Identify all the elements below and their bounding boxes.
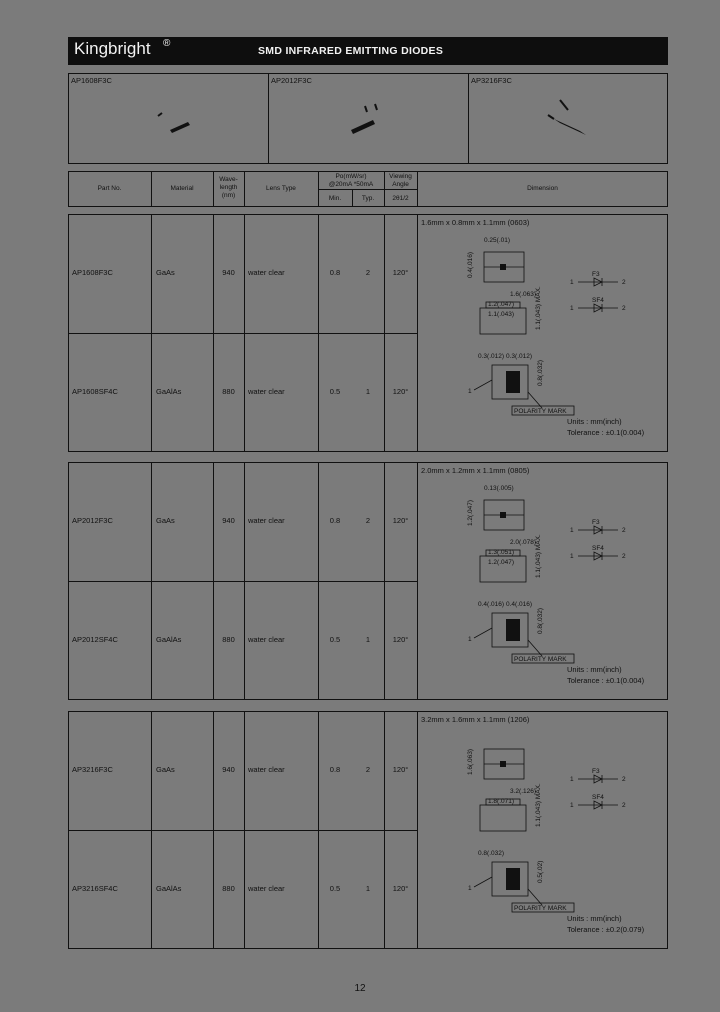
cell-min: 0.8 xyxy=(329,765,341,774)
diode-sf4-pin2: 2 xyxy=(622,553,626,560)
header-po-1: Po(mW/sr) xyxy=(335,173,367,180)
cell-wavelength: 940 xyxy=(222,516,235,525)
diode-f3-pin1: 1 xyxy=(570,279,574,286)
diode-sf4-pin1: 1 xyxy=(570,553,574,560)
cell-lens: water clear xyxy=(248,635,285,644)
polarity-label: POLARITY MARK xyxy=(514,408,567,415)
cell-min: 0.5 xyxy=(329,635,341,644)
polarity-label: POLARITY MARK xyxy=(514,656,567,663)
header-wavelength-2: length xyxy=(219,184,238,191)
pin-1-label: 1 xyxy=(468,388,472,395)
dim-height: 1.1(.043) MAX. xyxy=(535,783,542,827)
cell-min: 0.8 xyxy=(329,516,341,525)
header-viewing-1: Viewing xyxy=(389,173,412,180)
cell-part: AP1608SF4C xyxy=(72,387,118,396)
diode-f3-label: F3 xyxy=(592,271,600,278)
cell-angle: 120° xyxy=(392,635,409,644)
tolerance-note: Tolerance : ±0.2(0.079) xyxy=(567,925,645,934)
cell-angle: 120° xyxy=(392,884,409,893)
dim-height: 1.1(.043) MAX. xyxy=(535,534,542,578)
cell-typ: 2 xyxy=(365,268,371,277)
package-image-1 xyxy=(150,110,200,135)
header-material: Material xyxy=(170,185,194,192)
diode-f3-pin2: 2 xyxy=(622,527,626,534)
cell-material: GaAs xyxy=(156,765,175,774)
cell-material: GaAlAs xyxy=(156,387,182,396)
cell-min: 0.5 xyxy=(329,387,341,396)
dim-mid-length-2: 1.2(.047) xyxy=(488,559,515,566)
header-wavelength-1: Wave- xyxy=(219,176,238,183)
cell-min: 0.8 xyxy=(329,268,341,277)
tolerance-note: Tolerance : ±0.1(0.004) xyxy=(567,428,645,437)
dim-mid-length-2: 1.1(.043) xyxy=(488,311,515,318)
dim-pad-h: 0.5(.02) xyxy=(537,860,544,883)
cell-typ: 1 xyxy=(365,884,371,893)
diode-sf4-pin1: 1 xyxy=(570,802,574,809)
dim-pad-h: 0.8(.032) xyxy=(537,607,544,634)
dim-top-length: 1.6(.063) xyxy=(510,291,537,298)
page-number: 12 xyxy=(354,983,366,994)
package-image-2 xyxy=(345,100,395,140)
diode-sf4-pin2: 2 xyxy=(622,305,626,312)
diode-f3-pin1: 1 xyxy=(570,527,574,534)
cell-typ: 2 xyxy=(365,765,371,774)
pin-1-label: 1 xyxy=(468,885,472,892)
dim-height: 1.1(.043) MAX. xyxy=(535,286,542,330)
polarity-label: POLARITY MARK xyxy=(514,905,567,912)
cell-part: AP2012SF4C xyxy=(72,635,118,644)
cell-typ: 2 xyxy=(365,516,371,525)
diode-sf4-pin2: 2 xyxy=(622,802,626,809)
header-typ: Typ. xyxy=(361,195,375,202)
dim-pad-a: 0.4(.016) xyxy=(478,601,505,608)
dim-top-length: 2.0(.078) xyxy=(510,539,537,546)
cell-material: GaAlAs xyxy=(156,635,182,644)
dim-top-length: 3.2(.126) xyxy=(510,788,537,795)
dim-pad-a: 0.8(.032) xyxy=(478,850,505,857)
cell-lens: water clear xyxy=(248,387,285,396)
polarity-pad xyxy=(506,868,520,890)
package-label-2: AP2012F3C xyxy=(271,76,312,85)
package-label-3: AP3216F3C xyxy=(471,76,512,85)
cell-angle: 120° xyxy=(392,765,409,774)
dim-pad-a: 0.3(.012) xyxy=(478,353,505,360)
dimension-drawing xyxy=(422,230,662,430)
header-viewing-sub: 2θ1/2 xyxy=(392,195,409,202)
dim-side-height: 1.6(.063) xyxy=(467,748,474,775)
header-min: Min. xyxy=(328,195,342,202)
header-viewing-2: Angle xyxy=(392,181,409,188)
header-lens-type: Lens Type xyxy=(266,185,296,192)
cell-wavelength: 880 xyxy=(222,387,235,396)
diode-sf4-label: SF4 xyxy=(592,297,604,304)
diode-sf4-label: SF4 xyxy=(592,794,604,801)
dimension-title: 2.0mm x 1.2mm x 1.1mm (0805) xyxy=(421,466,530,475)
diode-f3-pin1: 1 xyxy=(570,776,574,783)
polarity-pad xyxy=(506,619,520,641)
cell-angle: 120° xyxy=(392,387,409,396)
cell-wavelength: 940 xyxy=(222,268,235,277)
dim-mid-length: 1.3(.051) xyxy=(488,549,515,556)
cell-wavelength: 880 xyxy=(222,635,235,644)
cell-material: GaAlAs xyxy=(156,884,182,893)
pin-1-label: 1 xyxy=(468,636,472,643)
header-dimension: Dimension xyxy=(527,185,558,192)
brand-logo: Kingbright xyxy=(74,39,151,58)
diode-f3-pin2: 2 xyxy=(622,279,626,286)
dim-side-height: 1.2(.047) xyxy=(467,499,474,526)
cell-lens: water clear xyxy=(248,516,285,525)
cell-angle: 120° xyxy=(392,268,409,277)
dimension-title: 1.6mm x 0.8mm x 1.1mm (0603) xyxy=(421,218,530,227)
cell-lens: water clear xyxy=(248,268,285,277)
page-title: SMD INFRARED EMITTING DIODES xyxy=(258,45,444,57)
dim-mid-length: 1.8(.071) xyxy=(488,798,515,805)
diode-sf4-pin1: 1 xyxy=(570,305,574,312)
dimension-title: 3.2mm x 1.6mm x 1.1mm (1206) xyxy=(421,715,530,724)
cell-material: GaAs xyxy=(156,268,175,277)
units-note: Units : mm(inch) xyxy=(567,914,622,923)
cell-part: AP3216SF4C xyxy=(72,884,118,893)
dim-mid-length: 1.2(.047) xyxy=(488,301,515,308)
brand-registered-mark: ® xyxy=(163,38,171,49)
dim-pad-b: 0.3(.012) xyxy=(506,353,533,360)
cell-part: AP2012F3C xyxy=(72,516,113,525)
dimension-drawing xyxy=(422,478,662,678)
cell-material: GaAs xyxy=(156,516,175,525)
dim-side-height: 0.4(.016) xyxy=(467,251,474,278)
polarity-pad xyxy=(506,371,520,393)
cell-wavelength: 880 xyxy=(222,884,235,893)
units-note: Units : mm(inch) xyxy=(567,417,622,426)
diode-sf4-label: SF4 xyxy=(592,545,604,552)
cell-part: AP3216F3C xyxy=(72,765,113,774)
cell-angle: 120° xyxy=(392,516,409,525)
cell-lens: water clear xyxy=(248,765,285,774)
cell-part: AP1608F3C xyxy=(72,268,113,277)
cell-lens: water clear xyxy=(248,884,285,893)
header-part-no: Part No. xyxy=(97,185,122,192)
diode-f3-label: F3 xyxy=(592,768,600,775)
dim-pad-b: 0.4(.016) xyxy=(506,601,533,608)
package-label-1: AP1608F3C xyxy=(71,76,112,85)
units-note: Units : mm(inch) xyxy=(567,665,622,674)
dim-top-width: 0.25(.01) xyxy=(484,237,511,244)
dim-top-width: 0.13(.005) xyxy=(484,485,514,492)
header-wavelength-3: (nm) xyxy=(221,192,236,199)
dimension-drawing xyxy=(422,727,662,927)
side-view-body xyxy=(480,805,526,831)
dim-pad-h: 0.8(.032) xyxy=(537,359,544,386)
header-po-2: @20mA *50mA xyxy=(328,181,374,188)
diode-f3-label: F3 xyxy=(592,519,600,526)
package-image-3 xyxy=(540,95,600,140)
cell-min: 0.5 xyxy=(329,884,341,893)
tolerance-note: Tolerance : ±0.1(0.004) xyxy=(567,676,645,685)
cell-wavelength: 940 xyxy=(222,765,235,774)
cell-typ: 1 xyxy=(365,387,371,396)
cell-typ: 1 xyxy=(365,635,371,644)
diode-f3-pin2: 2 xyxy=(622,776,626,783)
